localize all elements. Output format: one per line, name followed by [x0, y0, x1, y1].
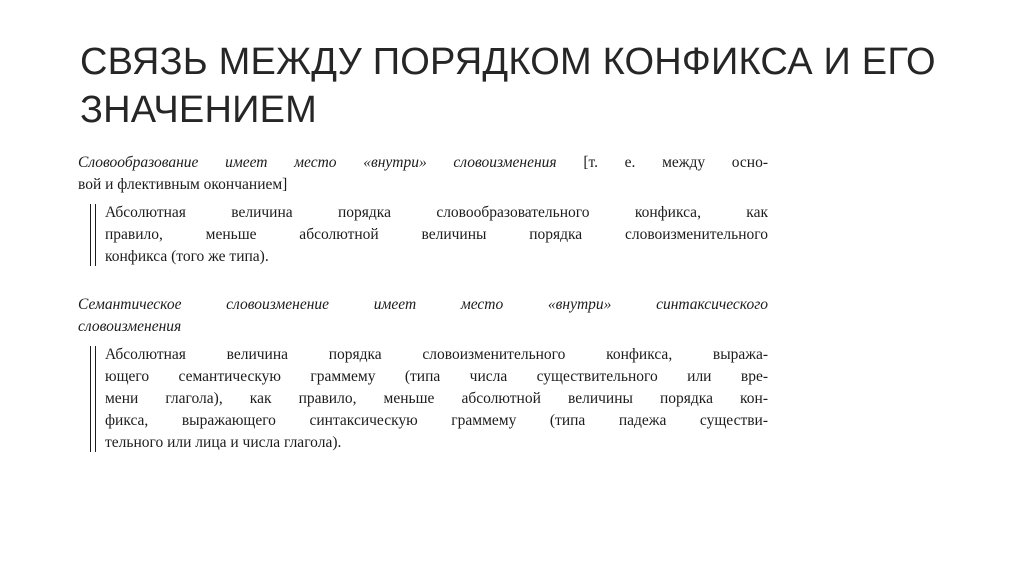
rule-line: конфикса (того же типа). — [105, 248, 269, 265]
rule-line: правило, меньше абсолютной величины порядка словоизменительного — [105, 226, 768, 243]
rule-line: ющего семантическую граммему (типа числа существительного или вре- — [105, 368, 768, 385]
slide-title: СВЯЗЬ МЕЖДУ ПОРЯДКОМ КОНФИКСА И ЕГО ЗНАЧЕНИЕМ — [80, 41, 936, 131]
rule-line: Абсолютная величина порядка словоизменительного конфикса, выража- — [105, 346, 768, 363]
heading-line: вой и флективным окончанием] — [78, 176, 288, 193]
rule-line: мени глагола), как правило, меньше абсолютной величины порядка кон- — [105, 390, 768, 407]
section-word-formation — [78, 152, 768, 268]
section-semantic-inflection — [78, 294, 768, 454]
section-heading — [78, 294, 768, 338]
heading-line: Семантическое словоизменение имеет место «внутри» синтаксического — [78, 296, 768, 313]
scanned-text-image — [78, 152, 768, 480]
rule-line: Абсолютная величина порядка словообразовательного конфикса, как — [105, 204, 768, 221]
rule-block — [78, 344, 768, 454]
double-bar-marker — [90, 204, 96, 266]
rule-line: фикса, выражающего синтаксическую граммему (типа падежа существи- — [105, 412, 768, 429]
heading-line: Словообразование имеет место «внутри» словоизменения [т. е. между осно- — [78, 154, 768, 171]
section-heading — [78, 152, 768, 196]
rule-line: тельного или лица и числа глагола). — [105, 434, 342, 451]
heading-line: словоизменения — [78, 318, 182, 335]
rule-block — [78, 202, 768, 268]
double-bar-marker — [90, 346, 96, 452]
